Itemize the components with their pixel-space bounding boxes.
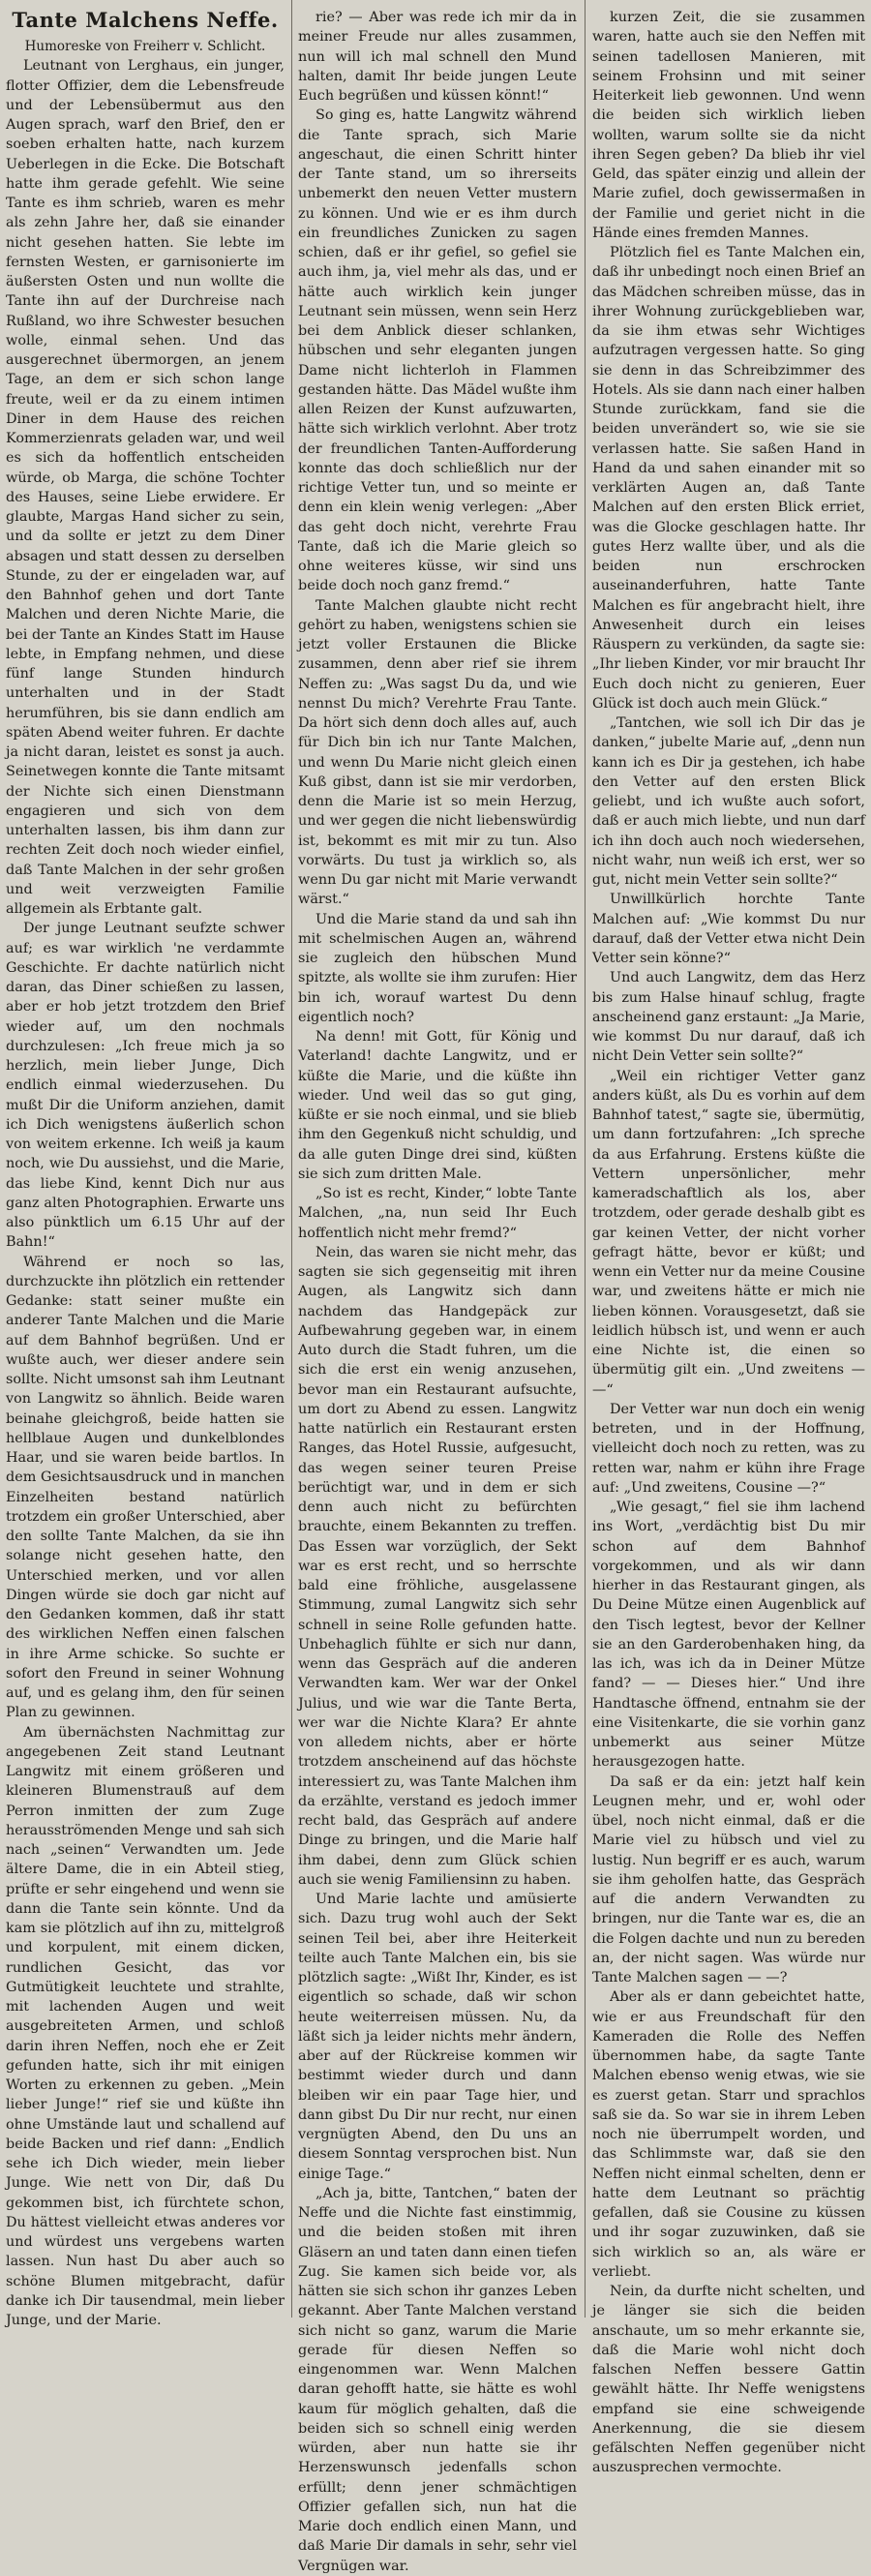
paragraph: Der Vetter war nun doch ein wenig betreten, und in der Hoffnung, vielleicht doch noch zu retten, was zu retten war, nahm er kühn ihre Frage auf: „Und zweitens, Cousine —?“ bbox=[592, 1401, 865, 1496]
paragraph: Am übernächsten Nachmittag zur angegebenen Zeit stand Leutnant Langwitz mit einem größeren und kleineren Blumenstrauß auf dem Perron inmitten der zum Zuge herausströmenden Menge und sah sich nach „seinen“ Verwandten um. Jede ältere Dame, die in ein Abteil stieg, prüfte er sehr eingehend und wenn sie dann die Tante sein könnte. Und da kam sie plötzlich auf ihn zu, mittelgroß und korpulent, mit einem dicken, rundlichen Gesicht, das vor Gutmütigkeit leuchtete und strahlte, mit lachenden Augen und weit ausgebreiteten Armen, und schloß darin ihren Neffen, noch ehe er Zeit gefunden hatte, sich ihr mit einigen Worten zu erkennen zu geben. „Mein lieber Junge!“ rief sie und küßte ihn ohne Umstände laut und schallend auf beide Backen und rief dann: „Endlich sehe ich Dich wieder, mein lieber Junge. Wie nett von Dir, daß Du gekommen bist, ich fürchtete schon, Du hättest vielleicht etwas anderes vor und würdest uns vergebens warten lassen. Nun hast Du aber auch so schöne Blumen mitgebracht, dafür danke ich Dir tausendmal, mein lieber Junge, und der Marie. bbox=[6, 1724, 285, 2328]
paragraph: Na denn! mit Gott, für König und Vaterland! dachte Langwitz, und er küßte die Marie, und die küßte ihn wieder. Und weil das so gut ging, küßte er sie noch einmal, und sie blieb ihm den Gegenkuß nicht schuldig, und da alle guten Dinge drei sind, küßten sie sich zum dritten Male. bbox=[298, 1029, 577, 1182]
paragraph: Leutnant von Lerghaus, ein junger, flotter Offizier, dem die Lebensfreude und der Lebensübermut aus den Augen sprach, warf den Brief, den er soeben erhalten hatte, nach kurzem Ueberlegen in die Ecke. Die Botschaft hatte ihm gerade gefehlt. Wie seine Tante es ihm schrieb, waren es mehr als zehn Jahre her, daß sie einander nicht gesehen hatten. Sie lebte im fernsten Westen, er garnisonierte im äußersten Osten und nun wollte die Tante ihn auf der Durchreise nach Rußland, wo ihre Schwester besuchen wolle, einmal sehen. Und das ausgerechnet übermorgen, an jenem Tage, an dem er sich schon lange freute, weil er da zu einem intimen Diner in dem Hause des reichen Kommerzienrats geladen war, und weil es sich da hoffentlich entscheiden würde, ob Marga, die schöne Tochter des Hauses, seine Liebe erwidere. Er glaubte, Margas Hand sicher zu sein, und da sollte er jetzt zu dem Diner absagen und statt dessen zu derselben Stunde, zu der er eingeladen war, auf den Bahnhof gehen und dort Tante Malchen und deren Nichte Marie, die bei der Tante an Kindes Statt im Hause lebte, in Empfang nehmen, und diese fünf lange Stunden hindurch unterhalten und in der Stadt herumführen, bis sie dann endlich am späten Abend weiter fuhren. Er dachte ja nicht daran, leistet es sonst ja auch. Seinetwegen konnte die Tante mitsamt der Nichte sich einen Dienstmann engagieren und sich von dem unterhalten lassen, bis ihm dann zur rechten Zeit doch noch wieder einfiel, daß Tante Malchen in der sehr großen und weit verzweigten Familie allgemein als Erbtante galt. bbox=[6, 58, 285, 917]
paragraph: So ging es, hatte Langwitz während die Tante sprach, sich Marie angeschaut, die einen Schritt hinter der Tante stand, um so ihrerseits unbemerkt den neuen Vetter mustern zu können. Und wie er es ihm durch ein freundliches Zunicken zu sagen schien, daß er ihr gefiel, so gefiel sie auch ihm, ja, viel mehr als das, und er hätte auch wirklich kein junger Leutnant sein müssen, wenn sein Herz bei dem Anblick dieser schlanken, hübschen und sehr eleganten jungen Dame nicht lichterloh in Flammen gestanden hätte. Das Mädel wußte ihm allen Reizen der Kunst aufzuwarten, hätte sich wirklich verlohnt. Aber trotz der freundlichen Tanten-Aufforderung konnte das doch schließlich nur der richtige Vetter tun, und so meinte er denn ein klein wenig verlegen: „Aber das geht doch nicht, verehrte Frau Tante, daß ich die Marie gleich so ohne weiteres küsse, wir sind uns beide doch noch ganz fremd.“ bbox=[298, 107, 577, 594]
paragraph: Tante Malchen glaubte nicht recht gehört zu haben, wenigstens schien sie jetzt voller Erstaunen die Blicke zusammen, denn aber rief sie ihrem Neffen zu: „Was sagst Du da, und wie nennst Du mich? Verehrte Frau Tante. Da hört sich denn doch alles auf, auch für Dich bin ich nur Tante Malchen, und wenn Du Marie nicht gleich einen Kuß gibst, dann ist sie mir verdorben, denn die Marie ist so mein Herzug, und wer gegen die nicht liebenswürdig ist, bekommt es mit mir zu tun. Also vorwärts. Du tust ja wirklich so, als wenn Du gar nicht mit Marie verwandt wärst.“ bbox=[298, 597, 577, 908]
column-rule bbox=[585, 0, 586, 2318]
text-column-1 bbox=[6, 8, 285, 2328]
paragraph: Plötzlich fiel es Tante Malchen ein, daß ihr unbedingt noch einen Brief an das Mädchen schreiben müsse, das in ihrer Wohnung zurückgeblieben war, da sie ihm etwas sehr Wichtiges aufzutragen vergessen hatte. So ging sie denn in das Schreibzimmer des Hotels. Als sie dann nach einer halben Stunde zurückkam, fand sie die beiden unverändert so, wie sie sie verlassen hatte. Sie saßen Hand in Hand da und sahen einander mit so verklärten Augen an, daß Tante Malchen auf den ersten Blick erriet, was die Glocke geschlagen hatte. Ihr gutes Herz wallte über, und als die beiden nun erschrocken auseinanderfuhren, hatte Tante Malchen es für angebracht hielt, ihre Anwesenheit durch ein leises Räuspern zu verkünden, da sagte sie: „Ihr lieben Kinder, vor mir braucht Ihr Euch doch nicht zu genieren, Euer Glück ist doch auch mein Glück.“ bbox=[592, 245, 865, 712]
paragraph: Nein, das waren sie nicht mehr, das sagten sie sich gegenseitig mit ihren Augen, als Langwitz sich dann nachdem das Handgepäck zur Aufbewahrung gegeben war, in einem Auto durch die Stadt fuhren, um die sich die erst ein wenig anzusehen, bevor man ein Restaurant aufsuchte, um dort zu Abend zu essen. Langwitz hatte natürlich ein Restaurant ersten Ranges, das Hotel Russie, aufgesucht, das wegen seiner teuren Preise berüchtigt war, und in dem er sich denn auch nicht zu befürchten brauchte, einem Bekannten zu treffen. Das Essen war vorzüglich, der Sekt war es erst recht, und so herrschte bald eine fröhliche, ausgelassene Stimmung, zumal Langwitz sich sehr schnell in seine Rolle gefunden hatte. Unbehaglich fühlte er sich nur dann, wenn das Gespräch auf die anderen Verwandten kam. Wer war der Onkel Julius, und wie war die Tante Berta, wer war die Nichte Klara? Er ahnte von alledem nichts, aber er hörte trotzdem anscheinend auf das höchste interessiert zu, was Tante Malchen ihm da erzählte, verstand es jedoch immer recht bald, das Gespräch auf andere Dinge zu bringen, und die Marie half ihm dabei, denn zum Glück schien auch sie wenig Familiensinn zu haben. bbox=[298, 1244, 577, 1888]
paragraph: „Ach ja, bitte, Tantchen,“ baten der Neffe und die Nichte fast einstimmig, und die beiden stoßen mit ihren Gläsern an und taten dann einen tiefen Zug. Sie kamen sich beide vor, als hätten sie sich schon ihr ganzes Leben gekannt. Aber Tante Malchen verstand sich nicht so ganz, warum die Marie gerade für diesen Neffen so eingenommen war. Wenn Malchen daran gehofft hatte, sie hätte es wohl kaum für möglich gehalten, daß die beiden sich so schnell einig werden würden, aber nun hatte sie ihr Herzenswunsch jedenfalls schon erfüllt; denn jener schmächtigen Offizier gefallen sich, nun hat die Marie doch endlich einen Mann, und daß Marie Dir damals in sehr, sehr viel Vergnügen war. bbox=[298, 2185, 577, 2574]
paragraph: Unwillkürlich horchte Tante Malchen auf: „Wie kommst Du nur darauf, daß der Vetter etwa nicht Dein Vetter sein könne?“ bbox=[592, 892, 866, 966]
article-subtitle: Humoreske von Freiherr v. Schlicht. bbox=[24, 39, 266, 54]
paragraph: Der junge Leutnant seufzte schwer auf; es war wirklich 'ne verdammte Geschichte. Er dachte natürlich nicht daran, das Diner schießen zu lassen, aber er hob jetzt trotzdem den Brief wieder auf, um den nochmals durchzulesen: „Ich freue mich ja so herzlich, mein lieber Junge, Dich endlich einmal wiederzusehen. Du mußt Dir die Uniform anziehen, damit ich Dich wenigstens äußerlich schon von weitem erkenne. Ich weiß ja kaum noch, wie Du aussiehst, und die Marie, das liebe Kind, kennt Dich nur aus ganz alten Photographien. Erwarte uns also pünktlich um 6.15 Uhr auf der Bahn!“ bbox=[6, 921, 285, 1251]
paragraph: „So ist es recht, Kinder,“ lobte Tante Malchen, „na, nun seid Ihr Euch hoffentlich nicht mehr fremd?“ bbox=[298, 1186, 577, 1241]
column-rule bbox=[291, 0, 292, 2318]
paragraph: Und die Marie stand da und sah ihn mit schelmischen Augen an, während sie zugleich den hübschen Mund spitzte, als wollte sie ihm zurufen: Hier bin ich, worauf wartest Du denn eigentlich noch? bbox=[298, 911, 577, 1025]
paragraph: „Weil ein richtiger Vetter ganz anders küßt, als Du es vorhin auf dem Bahnhof tatest,“ sagte sie, übermütig, um dann fortzufahren: „Ich spreche da aus Erfahrung. Erstens küßte die Vettern unpersönlicher, mehr kameradschaftlich als los, aber trotzdem, oder gerade deshalb gibt es gar keinen Vetter, der nicht vorher gefragt hätte, bevor er küßt; und wenn ein Vetter nur da meine Cousine war, und zweitens hätte er mich nie lieben können. Vorausgesetzt, daß sie leidlich hübsch ist, und wenn er auch eine Nichte ist, die einen so übermütig gilt ein. „Und zweitens — —“ bbox=[592, 1068, 865, 1398]
paragraph: „Tantchen, wie soll ich Dir das je danken,“ jubelte Marie auf, „denn nun kann ich es Dir ja gestehen, ich habe den Vetter auf den ersten Blick geliebt, und ich wußte auch sofort, daß er auch mich liebte, und nun darf ich ihn doch auch noch wiedersehen, nicht wahr, nun weiß ich erst, wer so gut, nicht mein Vetter sein sollte?“ bbox=[592, 715, 865, 888]
paragraph: Da saß er da ein: jetzt half kein Leugnen mehr, und er, wohl oder übel, noch nicht einmal, daß er die Marie viel zu hübsch und viel zu lustig. Nun begriff er es auch, warum sie ihm geholfen hatte, das Gespräch auf die andern Verwandten zu bringen, nur die Tante war es, die an die Folgen dachte und nun zu bereden an, der nicht sagen. Was würde nur Tante Malchen sagen — —? bbox=[592, 1773, 865, 1985]
paragraph: Und Marie lachte und amüsierte sich. Dazu trug wohl auch der Sekt seinen Teil bei, aber ihre Heiterkeit teilte auch Tante Malchen ein, bis sie plötzlich sagte: „Wißt Ihr, Kinder, es ist eigentlich so schade, daß wir schon heute weiterreisen müssen. Nu, da läßt sich ja leider nichts mehr ändern, aber auf der Rückreise kommen wir bestimmt wieder durch und dann bleiben wir ein paar Tage hier, und dann gibst Du Dir nur recht, nur einen vergnügten Abend, den Du uns an diesem Sonntag versprochen bist. Nun einige Tage.“ bbox=[298, 1892, 577, 2182]
paragraph: Nein, da durfte nicht schelten, und je länger sie sich die beiden anschaute, um so mehr erkannte sie, daß die Marie wohl nicht doch falschen Neffen bessere Gattin gewählt hätte. Ihr Neffe wenigstens empfand sie eine schweigende Anerkennung, die sie diesem gefälschten Neffen gegenüber nicht auszusprechen vermochte. bbox=[592, 2284, 865, 2476]
paragraph: Während er noch so las, durchzuckte ihn plötzlich ein rettender Gedanke: statt seiner mußte ein anderer Tante Malchen und die Marie auf dem Bahnhof begrüßen. Und er wußte auch, wer dieser andere sein sollte. Nicht umsonst sah ihm Leutnant von Langwitz so ähnlich. Beide waren beinahe gleichgroß, beide hatten sie hellblaue Augen und dunkelblondes Haar, und sie waren beide bartlos. In dem Gesichtsausdruck und in manchen Einzelheiten bestand natürlich trotzdem ein großer Unterschied, aber den sollte Tante Malchen, da sie ihn solange nicht gesehen hatte, den Unterschied merken, und vor allen Dingen würde sie doch gar nicht auf den Gedanken kommen, daß ihr statt des wirklichen Neffen einen falschen in ihre Arme schicke. So suchte er sofort den Freund in seiner Wohnung auf, und es gelang ihm, den für seinen Plan zu gewinnen. bbox=[6, 1254, 285, 1721]
paragraph: kurzen Zeit, die sie zusammen waren, hatte auch sie den Neffen mit seinen tadellosen Manieren, mit seinem Frohsinn und mit seiner Heiterkeit lieb gewonnen. Und wenn die beiden sich wirklich lieben wollten, warum sollte sie da nicht ihren Segen geben? Da blieb ihr viel Geld, das später einzig und allein der Marie zufiel, doch gewissermaßen in der Familie und geriet nicht in die Hände eines fremden Mannes. bbox=[592, 10, 865, 241]
paragraph: rie? — Aber was rede ich mir da in meiner Freude nur alles zusammen, nun will ich mal schnell den Mund halten, damit Ihr beide jungen Leute Euch begrüßen und küssen könnt!“ bbox=[298, 10, 577, 104]
text-column-3 bbox=[592, 8, 866, 2476]
article-title: Tante Malchens Neffe. bbox=[12, 8, 279, 32]
paragraph: Und auch Langwitz, dem das Herz bis zum Halse hinauf schlug, fragte anscheinend ganz erstaunt: „Ja Marie, wie kommst Du nur darauf, daß ich nicht Dein Vetter sein sollte?“ bbox=[592, 970, 865, 1065]
paragraph: „Wie gesagt,“ fiel sie ihm lachend ins Wort, „verdächtig bist Du mir schon auf dem Bahnhof vorgekommen, und als wir dann hierher in das Restaurant gingen, als Du Deine Mütze einen Augenblick auf den Tisch legtest, bevor der Kellner sie an den Garderobenhaken hing, da las ich, was ich da in Deiner Mütze fand? — — Dieses hier.“ Und ihre Handtasche öffnend, entnahm sie der eine Visitenkarte, die sie vorhin ganz unbemerkt aus seiner Mütze herausgezogen hatte. bbox=[592, 1500, 865, 1771]
paragraph: Aber als er dann gebeichtet hatte, wie er aus Freundschaft für den Kameraden die Rolle des Neffen übernommen habe, da sagte Tante Malchen ebenso wenig etwas, wie sie es zuerst getan. Starr und sprachlos saß sie da. So war sie in ihrem Leben noch nie überrumpelt worden, und das Schlimmste war, daß sie den Neffen nicht einmal schelten, denn er hatte dem Leutnant so prächtig gefallen, daß sie Cousine zu küssen und ihr sogar zuzuwinken, daß sie sich wirklich so an, als wäre er verliebt. bbox=[592, 1989, 865, 2280]
text-column-2 bbox=[298, 8, 577, 2574]
